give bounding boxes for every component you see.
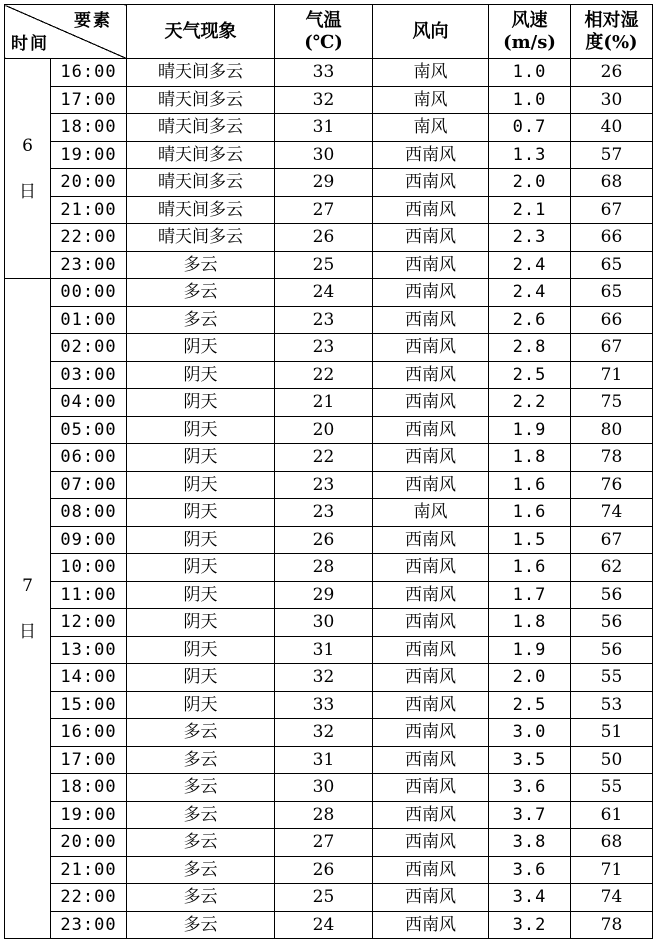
table-row	[5, 801, 653, 829]
wind-direction-cell: 西南风	[373, 224, 489, 252]
weather-cell: 晴天间多云	[127, 196, 275, 224]
table-row	[5, 59, 653, 87]
wind-direction-cell: 西南风	[373, 444, 489, 472]
temperature-cell: 25	[275, 251, 373, 279]
day-char: 日	[19, 181, 36, 202]
time-cell: 16:00	[51, 719, 127, 747]
wind-speed-cell: 2.2	[489, 389, 571, 417]
time-cell: 21:00	[51, 196, 127, 224]
wind-direction-cell: 西南风	[373, 691, 489, 719]
temperature-cell: 30	[275, 609, 373, 637]
table-row	[5, 279, 653, 307]
wind-speed-cell: 3.0	[489, 719, 571, 747]
humidity-cell: 61	[571, 801, 653, 829]
wind-speed-cell: 2.5	[489, 361, 571, 389]
temperature-cell: 23	[275, 334, 373, 362]
humidity-cell: 75	[571, 389, 653, 417]
wind-speed-cell: 1.6	[489, 554, 571, 582]
wind-speed-cell: 2.0	[489, 169, 571, 197]
header-temperature-unit: (℃)	[304, 31, 343, 53]
corner-label-time: 时间	[11, 34, 49, 54]
wind-direction-cell: 西南风	[373, 719, 489, 747]
weather-cell: 多云	[127, 279, 275, 307]
table-row	[5, 389, 653, 417]
corner-header-cell	[5, 5, 127, 59]
humidity-cell: 56	[571, 609, 653, 637]
humidity-cell: 53	[571, 691, 653, 719]
temperature-cell: 29	[275, 169, 373, 197]
humidity-cell: 55	[571, 774, 653, 802]
header-wind-direction-label: 风向	[412, 20, 449, 42]
humidity-cell: 74	[571, 884, 653, 912]
temperature-cell: 26	[275, 224, 373, 252]
header-wind-speed-label: 风速	[511, 9, 548, 31]
time-cell: 20:00	[51, 829, 127, 857]
table-row	[5, 636, 653, 664]
table-row	[5, 774, 653, 802]
weather-observation-table	[4, 4, 653, 939]
time-cell: 18:00	[51, 114, 127, 142]
table-row	[5, 196, 653, 224]
wind-speed-cell: 2.8	[489, 334, 571, 362]
wind-speed-cell: 1.9	[489, 416, 571, 444]
header-wind-speed-unit: (m/s)	[503, 31, 556, 53]
temperature-cell: 22	[275, 444, 373, 472]
wind-direction-cell: 西南风	[373, 664, 489, 692]
humidity-cell: 65	[571, 251, 653, 279]
wind-direction-cell: 西南风	[373, 389, 489, 417]
humidity-cell: 68	[571, 829, 653, 857]
header-weather	[127, 5, 275, 59]
humidity-cell: 67	[571, 196, 653, 224]
wind-direction-cell: 西南风	[373, 829, 489, 857]
weather-cell: 阴天	[127, 499, 275, 527]
weather-cell: 多云	[127, 306, 275, 334]
header-humidity-label: 相对湿	[584, 9, 639, 31]
temperature-cell: 20	[275, 416, 373, 444]
header-weather-label: 天气现象	[164, 20, 237, 42]
humidity-cell: 57	[571, 141, 653, 169]
table-row	[5, 334, 653, 362]
wind-direction-cell: 西南风	[373, 251, 489, 279]
temperature-cell: 28	[275, 554, 373, 582]
weather-cell: 阴天	[127, 334, 275, 362]
time-cell: 23:00	[51, 911, 127, 939]
humidity-cell: 30	[571, 86, 653, 114]
wind-direction-cell: 西南风	[373, 609, 489, 637]
table-row	[5, 691, 653, 719]
wind-direction-cell: 西南风	[373, 169, 489, 197]
wind-direction-cell: 南风	[373, 114, 489, 142]
wind-speed-cell: 1.0	[489, 86, 571, 114]
weather-cell: 晴天间多云	[127, 169, 275, 197]
wind-direction-cell: 西南风	[373, 801, 489, 829]
humidity-cell: 76	[571, 471, 653, 499]
header-temperature	[275, 5, 373, 59]
corner-label-element: 要素	[74, 11, 112, 31]
table-row	[5, 444, 653, 472]
humidity-cell: 78	[571, 911, 653, 939]
temperature-cell: 31	[275, 746, 373, 774]
time-cell: 19:00	[51, 141, 127, 169]
time-cell: 04:00	[51, 389, 127, 417]
humidity-cell: 26	[571, 59, 653, 87]
time-cell: 13:00	[51, 636, 127, 664]
wind-speed-cell: 3.6	[489, 856, 571, 884]
table-row	[5, 471, 653, 499]
weather-cell: 阴天	[127, 444, 275, 472]
wind-speed-cell: 1.3	[489, 141, 571, 169]
weather-cell: 晴天间多云	[127, 224, 275, 252]
weather-cell: 阴天	[127, 526, 275, 554]
wind-speed-cell: 3.7	[489, 801, 571, 829]
time-cell: 21:00	[51, 856, 127, 884]
temperature-cell: 25	[275, 884, 373, 912]
weather-cell: 晴天间多云	[127, 141, 275, 169]
weather-cell: 阴天	[127, 554, 275, 582]
wind-direction-cell: 西南风	[373, 526, 489, 554]
table-row	[5, 224, 653, 252]
wind-direction-cell: 西南风	[373, 471, 489, 499]
table-row	[5, 581, 653, 609]
temperature-cell: 33	[275, 691, 373, 719]
table-row	[5, 884, 653, 912]
table-row	[5, 141, 653, 169]
time-cell: 14:00	[51, 664, 127, 692]
wind-speed-cell: 3.6	[489, 774, 571, 802]
time-cell: 12:00	[51, 609, 127, 637]
time-cell: 00:00	[51, 279, 127, 307]
time-cell: 17:00	[51, 86, 127, 114]
humidity-cell: 66	[571, 224, 653, 252]
table-row	[5, 911, 653, 939]
wind-speed-cell: 2.4	[489, 251, 571, 279]
temperature-cell: 32	[275, 664, 373, 692]
wind-speed-cell: 1.6	[489, 471, 571, 499]
header-wind-direction	[373, 5, 489, 59]
wind-speed-cell: 2.4	[489, 279, 571, 307]
humidity-cell: 65	[571, 279, 653, 307]
wind-direction-cell: 西南风	[373, 581, 489, 609]
table-row	[5, 554, 653, 582]
weather-cell: 阴天	[127, 691, 275, 719]
wind-direction-cell: 西南风	[373, 856, 489, 884]
wind-direction-cell: 西南风	[373, 141, 489, 169]
temperature-cell: 32	[275, 719, 373, 747]
humidity-cell: 55	[571, 664, 653, 692]
weather-cell: 多云	[127, 884, 275, 912]
temperature-cell: 21	[275, 389, 373, 417]
temperature-cell: 27	[275, 196, 373, 224]
time-cell: 22:00	[51, 224, 127, 252]
temperature-cell: 32	[275, 86, 373, 114]
temperature-cell: 23	[275, 471, 373, 499]
wind-direction-cell: 西南风	[373, 306, 489, 334]
weather-cell: 阴天	[127, 389, 275, 417]
day-number: 7	[22, 575, 33, 596]
humidity-cell: 80	[571, 416, 653, 444]
time-cell: 10:00	[51, 554, 127, 582]
wind-direction-cell: 西南风	[373, 911, 489, 939]
table-row	[5, 856, 653, 884]
humidity-cell: 50	[571, 746, 653, 774]
temperature-cell: 28	[275, 801, 373, 829]
time-cell: 16:00	[51, 59, 127, 87]
humidity-cell: 71	[571, 361, 653, 389]
weather-cell: 多云	[127, 911, 275, 939]
weather-cell: 多云	[127, 746, 275, 774]
weather-cell: 阴天	[127, 664, 275, 692]
table-row	[5, 416, 653, 444]
temperature-cell: 30	[275, 141, 373, 169]
time-cell: 11:00	[51, 581, 127, 609]
temperature-cell: 30	[275, 774, 373, 802]
weather-cell: 多云	[127, 774, 275, 802]
header-humidity-unit: 度(%)	[585, 31, 638, 53]
time-cell: 20:00	[51, 169, 127, 197]
temperature-cell: 24	[275, 279, 373, 307]
humidity-cell: 40	[571, 114, 653, 142]
weather-cell: 多云	[127, 801, 275, 829]
wind-speed-cell: 2.0	[489, 664, 571, 692]
table-row	[5, 746, 653, 774]
wind-direction-cell: 西南风	[373, 196, 489, 224]
humidity-cell: 51	[571, 719, 653, 747]
humidity-cell: 67	[571, 526, 653, 554]
table-row	[5, 86, 653, 114]
time-cell: 06:00	[51, 444, 127, 472]
temperature-cell: 33	[275, 59, 373, 87]
humidity-cell: 56	[571, 636, 653, 664]
time-cell: 01:00	[51, 306, 127, 334]
temperature-cell: 23	[275, 306, 373, 334]
humidity-cell: 67	[571, 334, 653, 362]
weather-cell: 阴天	[127, 361, 275, 389]
weather-cell: 多云	[127, 251, 275, 279]
day-number: 6	[22, 135, 33, 156]
weather-cell: 阴天	[127, 471, 275, 499]
table-row	[5, 609, 653, 637]
header-wind-speed	[489, 5, 571, 59]
time-cell: 02:00	[51, 334, 127, 362]
weather-cell: 阴天	[127, 636, 275, 664]
humidity-cell: 62	[571, 554, 653, 582]
weather-cell: 阴天	[127, 416, 275, 444]
table-row	[5, 169, 653, 197]
day-cell	[5, 279, 51, 939]
time-cell: 08:00	[51, 499, 127, 527]
humidity-cell: 71	[571, 856, 653, 884]
temperature-cell: 26	[275, 526, 373, 554]
humidity-cell: 56	[571, 581, 653, 609]
wind-speed-cell: 1.9	[489, 636, 571, 664]
wind-speed-cell: 3.4	[489, 884, 571, 912]
time-cell: 05:00	[51, 416, 127, 444]
wind-direction-cell: 西南风	[373, 884, 489, 912]
table-row	[5, 526, 653, 554]
time-cell: 23:00	[51, 251, 127, 279]
table-row	[5, 829, 653, 857]
temperature-cell: 24	[275, 911, 373, 939]
wind-speed-cell: 1.8	[489, 444, 571, 472]
wind-speed-cell: 1.7	[489, 581, 571, 609]
header-row	[5, 5, 653, 59]
humidity-cell: 66	[571, 306, 653, 334]
wind-speed-cell: 3.2	[489, 911, 571, 939]
header-temperature-label: 气温	[305, 9, 342, 31]
day-cell	[5, 59, 51, 279]
time-cell: 22:00	[51, 884, 127, 912]
table-row	[5, 719, 653, 747]
table-row	[5, 306, 653, 334]
weather-cell: 多云	[127, 829, 275, 857]
wind-direction-cell: 南风	[373, 59, 489, 87]
time-cell: 17:00	[51, 746, 127, 774]
wind-speed-cell: 1.0	[489, 59, 571, 87]
humidity-cell: 78	[571, 444, 653, 472]
temperature-cell: 31	[275, 636, 373, 664]
time-cell: 19:00	[51, 801, 127, 829]
weather-cell: 晴天间多云	[127, 86, 275, 114]
wind-speed-cell: 2.1	[489, 196, 571, 224]
wind-direction-cell: 南风	[373, 499, 489, 527]
temperature-cell: 29	[275, 581, 373, 609]
humidity-cell: 68	[571, 169, 653, 197]
table-row	[5, 664, 653, 692]
wind-speed-cell: 3.8	[489, 829, 571, 857]
temperature-cell: 31	[275, 114, 373, 142]
weather-cell: 多云	[127, 856, 275, 884]
temperature-cell: 22	[275, 361, 373, 389]
weather-cell: 多云	[127, 719, 275, 747]
table-row	[5, 114, 653, 142]
time-cell: 18:00	[51, 774, 127, 802]
weather-cell: 晴天间多云	[127, 59, 275, 87]
weather-cell: 晴天间多云	[127, 114, 275, 142]
time-cell: 03:00	[51, 361, 127, 389]
humidity-cell: 74	[571, 499, 653, 527]
wind-direction-cell: 西南风	[373, 554, 489, 582]
wind-speed-cell: 2.3	[489, 224, 571, 252]
wind-speed-cell: 0.7	[489, 114, 571, 142]
weather-cell: 阴天	[127, 609, 275, 637]
table-row	[5, 499, 653, 527]
table-row	[5, 251, 653, 279]
temperature-cell: 26	[275, 856, 373, 884]
time-cell: 07:00	[51, 471, 127, 499]
wind-direction-cell: 西南风	[373, 361, 489, 389]
wind-direction-cell: 南风	[373, 86, 489, 114]
temperature-cell: 27	[275, 829, 373, 857]
day-char: 日	[19, 621, 36, 642]
wind-direction-cell: 西南风	[373, 636, 489, 664]
temperature-cell: 23	[275, 499, 373, 527]
time-cell: 09:00	[51, 526, 127, 554]
wind-speed-cell: 2.6	[489, 306, 571, 334]
wind-speed-cell: 3.5	[489, 746, 571, 774]
wind-speed-cell: 1.8	[489, 609, 571, 637]
wind-speed-cell: 1.5	[489, 526, 571, 554]
wind-speed-cell: 2.5	[489, 691, 571, 719]
header-humidity	[571, 5, 653, 59]
wind-direction-cell: 西南风	[373, 416, 489, 444]
wind-speed-cell: 1.6	[489, 499, 571, 527]
wind-direction-cell: 西南风	[373, 279, 489, 307]
wind-direction-cell: 西南风	[373, 334, 489, 362]
weather-cell: 阴天	[127, 581, 275, 609]
time-cell: 15:00	[51, 691, 127, 719]
wind-direction-cell: 西南风	[373, 774, 489, 802]
table-row	[5, 361, 653, 389]
wind-direction-cell: 西南风	[373, 746, 489, 774]
